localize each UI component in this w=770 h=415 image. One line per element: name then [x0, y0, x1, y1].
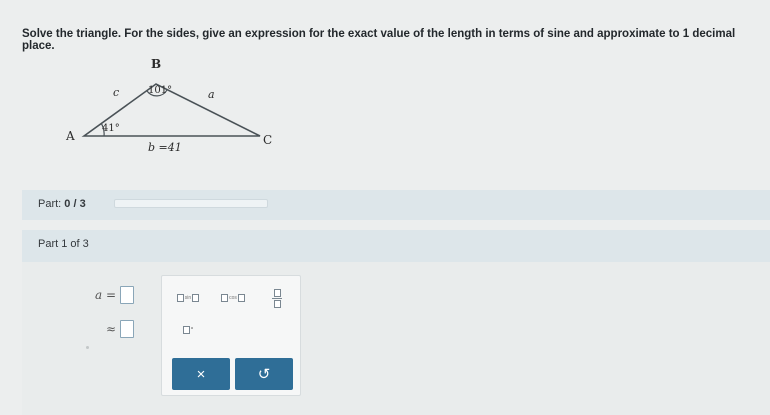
- undo-button[interactable]: ↺: [235, 358, 293, 390]
- fraction-numerator-icon: [274, 289, 281, 297]
- part-progress-label: [38, 198, 86, 210]
- angle-a-label: 41°: [102, 123, 120, 134]
- side-c-label: c: [113, 86, 120, 99]
- clear-button[interactable]: ×: [172, 358, 230, 390]
- answer-area: [22, 262, 770, 415]
- side-a-label: a: [208, 88, 215, 101]
- part-label-text: Part:: [38, 198, 62, 210]
- exact-answer-label: a =: [94, 288, 116, 302]
- problem-prompt: Solve the triangle. For the sides, give an expression for the exact value of the length in terms of sine and approximate to 1 decimal place.: [22, 28, 736, 52]
- exact-answer-row: [94, 286, 134, 304]
- fraction-template-button[interactable]: [266, 284, 288, 312]
- decorative-dot: [86, 346, 89, 349]
- part-progress-bar: [114, 199, 268, 208]
- angle-b-label: 101°: [148, 85, 173, 96]
- cos-box-right-icon: [238, 294, 245, 302]
- approx-answer-row: [94, 320, 134, 338]
- degree-symbol: °: [190, 326, 194, 334]
- triangle-figure: [60, 50, 290, 162]
- part1-label: Part 1 of 3: [38, 238, 89, 250]
- vertex-c-label: C: [263, 133, 273, 147]
- sin-box-right-icon: [192, 294, 199, 302]
- approx-answer-label: ≈: [105, 322, 116, 336]
- vertex-b-label: B: [151, 57, 162, 71]
- sin-text: sin: [184, 295, 192, 301]
- degree-template-button[interactable]: [176, 322, 200, 338]
- exact-answer-input[interactable]: [120, 286, 134, 304]
- fraction-denominator-icon: [274, 300, 281, 308]
- vertex-a-label: A: [66, 129, 75, 143]
- sin-template-button[interactable]: [170, 290, 206, 306]
- cos-template-button[interactable]: [213, 290, 253, 306]
- degree-box-icon: [183, 326, 190, 334]
- fraction-bar-icon: [272, 298, 282, 299]
- cos-text: cos: [229, 295, 237, 301]
- cos-box-left-icon: [221, 294, 228, 302]
- approx-answer-input[interactable]: [120, 320, 134, 338]
- part1-header: [22, 230, 770, 262]
- side-b-label: b =41: [148, 141, 182, 154]
- part-progress-count: 0 / 3: [64, 198, 86, 210]
- sin-box-left-icon: [177, 294, 184, 302]
- part-progress-band: [22, 190, 770, 220]
